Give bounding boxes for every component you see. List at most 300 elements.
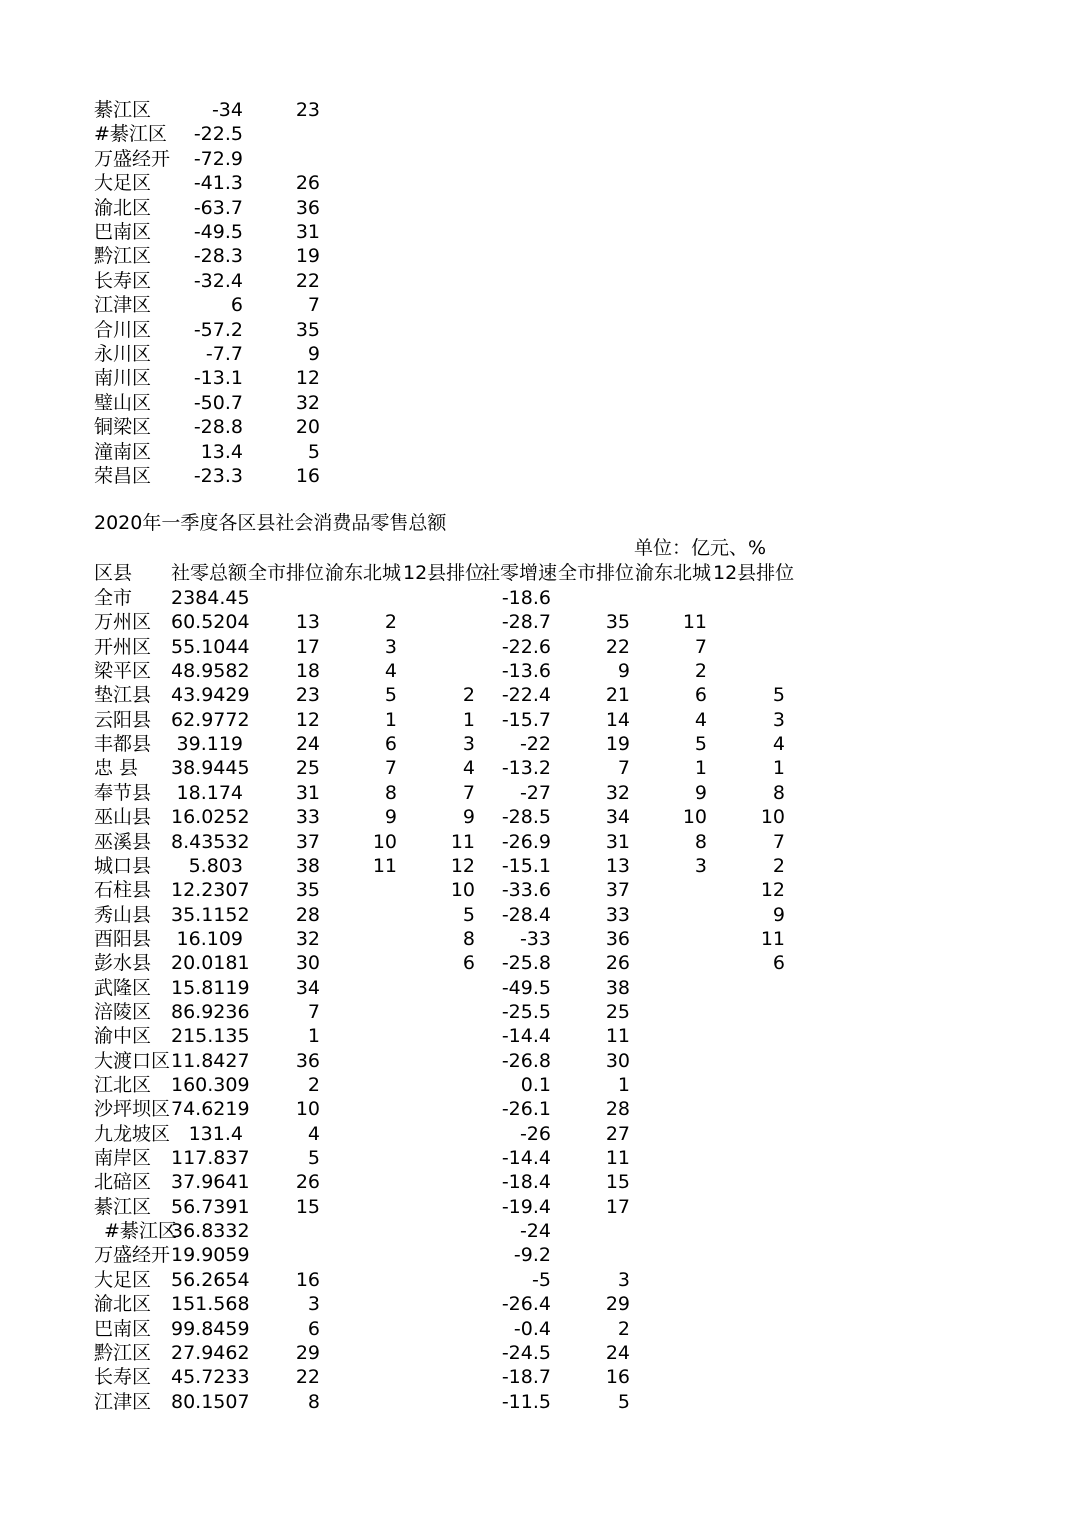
cell-total-sales: 12.2307 [171, 879, 250, 902]
cell-growth: -14.4 [501, 1147, 551, 1170]
cell-city-rank: 23 [295, 684, 320, 707]
table-title: 2020年一季度各区县社会消费品零售总额 [94, 512, 447, 534]
cell-district: 大渡口区 [94, 1049, 171, 1072]
cell-northeast-rank-growth: 6 [694, 684, 707, 707]
table-row [0, 464, 1074, 488]
cell-city-rank: 28 [295, 903, 320, 926]
cell-district: 石柱县 [94, 879, 152, 902]
cell-city-rank-growth [558, 1243, 630, 1267]
cell-12county-rank-growth [713, 1073, 785, 1097]
cell-12county-rank-growth: 5 [772, 684, 785, 707]
cell-12county-rank-growth [713, 610, 785, 634]
cell-northeast-rank-growth [635, 1146, 707, 1170]
cell-city-rank: 12 [295, 708, 320, 731]
table-row [0, 1024, 1074, 1048]
cell-total-sales: 20.0181 [171, 952, 250, 975]
cell-12county-rank-growth [713, 659, 785, 683]
cell-growth: -15.7 [501, 708, 551, 731]
cell-rank: 16 [295, 465, 320, 487]
cell-growth: -32.4 [193, 269, 243, 292]
cell-rank [248, 147, 320, 171]
cell-district: 铜梁区 [94, 416, 152, 439]
cell-growth: -22.6 [501, 635, 551, 658]
table-row [0, 1341, 1074, 1365]
cell-growth: -27 [519, 781, 551, 804]
cell-district: 万盛经开 [94, 1244, 171, 1267]
cell-growth: -13.2 [501, 757, 551, 780]
cell-total-sales: 151.568 [171, 1293, 250, 1316]
cell-northeast-rank-growth [635, 1268, 707, 1292]
cell-northeast-rank: 3 [384, 635, 397, 658]
cell-northeast-rank [325, 927, 397, 951]
cell-northeast-rank [325, 1073, 397, 1097]
cell-growth: -26.8 [501, 1049, 551, 1072]
header-12county-rank: 12县排位 [403, 562, 485, 584]
cell-district: 忠 县 [94, 757, 139, 780]
table-row [0, 1268, 1074, 1292]
cell-northeast-rank-growth: 9 [694, 781, 707, 804]
cell-northeast-rank [325, 1268, 397, 1292]
cell-total-sales: 117.837 [171, 1147, 250, 1170]
cell-growth: -33.6 [501, 879, 551, 902]
cell-total-sales: 55.1044 [171, 635, 250, 658]
cell-northeast-rank: 9 [384, 806, 397, 829]
cell-district: 黔江区 [94, 1341, 152, 1364]
cell-total-sales: 56.7391 [171, 1195, 250, 1218]
cell-city-rank-growth: 38 [605, 976, 630, 999]
cell-district: 大足区 [94, 172, 152, 195]
cell-12county-rank [403, 1024, 475, 1048]
cell-city-rank-growth: 2 [617, 1317, 630, 1340]
cell-growth: -34 [211, 99, 243, 121]
cell-district: 武隆区 [94, 976, 152, 999]
cell-total-sales: 35.1152 [171, 903, 250, 926]
cell-district: 渝北区 [94, 196, 152, 219]
cell-total-sales: 15.8119 [171, 976, 250, 999]
cell-city-rank-growth: 35 [605, 611, 630, 634]
cell-12county-rank [403, 610, 475, 634]
cell-city-rank: 4 [307, 1122, 320, 1145]
cell-city-rank: 1 [307, 1025, 320, 1048]
cell-city-rank-growth: 27 [605, 1122, 630, 1145]
table-row [0, 244, 1074, 268]
cell-growth: -15.1 [501, 854, 551, 877]
cell-district: 云阳县 [94, 708, 152, 731]
cell-northeast-rank-growth [635, 878, 707, 902]
cell-northeast-rank-growth [635, 1097, 707, 1121]
cell-northeast-rank-growth [635, 1000, 707, 1024]
cell-northeast-rank-growth [635, 1292, 707, 1316]
table-row [0, 1146, 1074, 1170]
cell-district: 北碚区 [94, 1171, 152, 1194]
cell-rank: 20 [295, 416, 320, 439]
cell-district: 渝中区 [94, 1025, 152, 1048]
cell-city-rank-growth: 21 [605, 684, 630, 707]
cell-total-sales: 48.9582 [171, 660, 250, 683]
cell-district: 长寿区 [94, 269, 152, 292]
cell-city-rank-growth: 26 [605, 952, 630, 975]
cell-12county-rank-growth [713, 1268, 785, 1292]
header-city-rank-growth: 全市排位 [558, 562, 635, 584]
table-row [0, 951, 1074, 975]
cell-12county-rank-growth [713, 1390, 785, 1414]
cell-district: 大足区 [94, 1268, 152, 1291]
cell-northeast-rank [325, 1219, 397, 1243]
table-row [0, 878, 1074, 902]
cell-total-sales: 39.119 [176, 733, 243, 756]
cell-growth: -14.4 [501, 1025, 551, 1048]
cell-12county-rank [403, 1000, 475, 1024]
cell-northeast-rank-growth [635, 586, 707, 610]
cell-district: 巴南区 [94, 1317, 152, 1340]
cell-district: 江津区 [94, 294, 152, 317]
table-row [0, 659, 1074, 683]
cell-12county-rank-growth [713, 1195, 785, 1219]
cell-northeast-rank: 7 [384, 757, 397, 780]
cell-district: 南川区 [94, 367, 152, 390]
cell-12county-rank [403, 1219, 475, 1243]
cell-total-sales: 16.0252 [171, 806, 250, 829]
cell-northeast-rank-growth [635, 1195, 707, 1219]
cell-growth: -25.8 [501, 952, 551, 975]
cell-12county-rank-growth [713, 1170, 785, 1194]
table-row [0, 1049, 1074, 1073]
cell-city-rank: 30 [295, 952, 320, 975]
cell-northeast-rank: 5 [384, 684, 397, 707]
cell-city-rank-growth: 37 [605, 879, 630, 902]
cell-12county-rank [403, 1073, 475, 1097]
cell-growth: -24 [519, 1220, 551, 1243]
cell-northeast-rank-growth [635, 1049, 707, 1073]
cell-northeast-rank-growth: 1 [694, 757, 707, 780]
cell-12county-rank [403, 1390, 475, 1414]
table-row [0, 854, 1074, 878]
cell-northeast-rank-growth: 2 [694, 660, 707, 683]
cell-12county-rank-growth: 10 [760, 806, 785, 829]
cell-northeast-rank-growth [635, 951, 707, 975]
table-row [0, 976, 1074, 1000]
cell-district: 彭水县 [94, 952, 152, 975]
cell-northeast-rank-growth [635, 1365, 707, 1389]
cell-growth: -22.4 [501, 684, 551, 707]
cell-12county-rank-growth: 12 [760, 879, 785, 902]
cell-rank: 32 [295, 391, 320, 414]
cell-city-rank-growth: 36 [605, 927, 630, 950]
cell-total-sales: 5.803 [188, 854, 243, 877]
cell-city-rank-growth: 24 [605, 1341, 630, 1364]
cell-city-rank-growth: 19 [605, 733, 630, 756]
table-row [0, 342, 1074, 366]
cell-total-sales: 56.2654 [171, 1268, 250, 1291]
cell-growth: -26 [519, 1122, 551, 1145]
cell-northeast-rank [325, 1365, 397, 1389]
table-row [0, 269, 1074, 293]
cell-total-sales: 45.7233 [171, 1366, 250, 1389]
cell-growth: -18.4 [501, 1171, 551, 1194]
cell-city-rank: 5 [307, 1147, 320, 1170]
cell-northeast-rank [325, 586, 397, 610]
cell-district: 江北区 [94, 1074, 152, 1096]
cell-growth: -33 [519, 927, 551, 950]
cell-northeast-rank: 8 [384, 781, 397, 804]
cell-northeast-rank-growth [635, 1024, 707, 1048]
header-district: 区县 [94, 562, 133, 584]
cell-northeast-rank-growth [635, 1317, 707, 1341]
cell-northeast-rank-growth [635, 927, 707, 951]
cell-northeast-rank-growth [635, 1219, 707, 1243]
cell-total-sales: 60.5204 [171, 611, 250, 634]
cell-city-rank-growth: 5 [617, 1390, 630, 1413]
table-row [0, 927, 1074, 951]
cell-12county-rank [403, 1317, 475, 1341]
table-row [0, 830, 1074, 854]
cell-total-sales: 131.4 [188, 1122, 243, 1145]
table-row [0, 415, 1074, 439]
cell-total-sales: 74.6219 [171, 1098, 250, 1121]
cell-city-rank-growth: 22 [605, 635, 630, 658]
cell-district: 黔江区 [94, 245, 152, 268]
cell-rank: 5 [307, 440, 320, 463]
cell-12county-rank-growth: 2 [772, 854, 785, 877]
cell-district: 沙坪坝区 [94, 1098, 171, 1121]
cell-12county-rank-growth [713, 976, 785, 1000]
cell-12county-rank-growth: 7 [772, 830, 785, 853]
cell-12county-rank-growth [713, 1219, 785, 1243]
cell-growth: -28.3 [193, 245, 243, 268]
cell-northeast-rank-growth: 8 [694, 830, 707, 853]
cell-city-rank-growth: 11 [605, 1025, 630, 1048]
cell-city-rank-growth: 17 [605, 1195, 630, 1218]
cell-12county-rank-growth [713, 1292, 785, 1316]
cell-rank: 7 [307, 294, 320, 317]
cell-12county-rank: 3 [462, 733, 475, 756]
cell-northeast-rank: 1 [384, 708, 397, 731]
cell-northeast-rank [325, 1146, 397, 1170]
table-row [0, 171, 1074, 195]
cell-12county-rank [403, 1049, 475, 1073]
cell-city-rank-growth: 15 [605, 1171, 630, 1194]
cell-growth: -26.4 [501, 1293, 551, 1316]
cell-district: 丰都县 [94, 733, 152, 756]
cell-12county-rank-growth [713, 635, 785, 659]
cell-northeast-rank [325, 1000, 397, 1024]
cell-growth: -49.5 [193, 221, 243, 243]
cell-city-rank-growth: 29 [605, 1293, 630, 1316]
cell-northeast-rank-growth [635, 976, 707, 1000]
table-row [0, 1317, 1074, 1341]
table-row [0, 903, 1074, 927]
cell-12county-rank [403, 1365, 475, 1389]
cell-12county-rank: 1 [462, 708, 475, 731]
cell-12county-rank [403, 1292, 475, 1316]
cell-city-rank-growth: 11 [605, 1147, 630, 1170]
cell-city-rank: 15 [295, 1195, 320, 1218]
cell-northeast-rank-growth: 4 [694, 708, 707, 731]
cell-city-rank: 34 [295, 976, 320, 999]
cell-12county-rank-growth: 9 [772, 903, 785, 926]
cell-city-rank-growth: 32 [605, 781, 630, 804]
cell-northeast-rank: 10 [372, 830, 397, 853]
cell-growth: -13.1 [193, 367, 243, 390]
cell-city-rank-growth: 34 [605, 806, 630, 829]
cell-growth: 6 [230, 294, 243, 317]
table-row [0, 220, 1074, 244]
cell-city-rank-growth: 28 [605, 1098, 630, 1121]
cell-northeast-rank-growth [635, 1341, 707, 1365]
table-row [0, 610, 1074, 634]
cell-district: 潼南区 [94, 440, 152, 463]
cell-city-rank-growth: 1 [617, 1074, 630, 1096]
cell-northeast-rank: 6 [384, 733, 397, 756]
cell-12county-rank: 6 [462, 952, 475, 975]
cell-northeast-rank-growth: 7 [694, 635, 707, 658]
table-row [0, 781, 1074, 805]
cell-city-rank: 38 [295, 854, 320, 877]
cell-district: 璧山区 [94, 391, 152, 414]
cell-rank: 19 [295, 245, 320, 268]
header-growth: 社零增速 [481, 562, 558, 584]
cell-growth: -18.6 [501, 587, 551, 609]
cell-northeast-rank [325, 1024, 397, 1048]
cell-total-sales: 18.174 [176, 781, 243, 804]
cell-growth: -5 [532, 1268, 551, 1291]
cell-growth: -13.6 [501, 660, 551, 683]
cell-growth: -28.7 [501, 611, 551, 634]
cell-12county-rank-growth: 4 [772, 733, 785, 756]
header-row [0, 561, 1074, 585]
table-row [0, 756, 1074, 780]
cell-growth: -57.2 [193, 318, 243, 341]
cell-district: 开州区 [94, 635, 152, 658]
cell-northeast-rank: 11 [372, 854, 397, 877]
cell-district: 梁平区 [94, 660, 152, 683]
cell-district: #綦江区 [104, 1220, 177, 1243]
table-row [0, 1122, 1074, 1146]
cell-city-rank: 35 [295, 879, 320, 902]
table-row [0, 1390, 1074, 1414]
header-northeast-rank-growth: 渝东北城 [635, 562, 712, 584]
table-row [0, 635, 1074, 659]
header-12county-rank-growth: 12县排位 [713, 562, 795, 584]
table-row [0, 1097, 1074, 1121]
cell-growth: -28.8 [193, 416, 243, 439]
table-row [0, 1243, 1074, 1267]
cell-total-sales: 27.9462 [171, 1341, 250, 1364]
cell-city-rank: 18 [295, 660, 320, 683]
cell-northeast-rank [325, 951, 397, 975]
cell-northeast-rank [325, 1243, 397, 1267]
table-row [0, 708, 1074, 732]
cell-city-rank-growth: 7 [617, 757, 630, 780]
cell-12county-rank-growth: 1 [772, 757, 785, 780]
cell-growth: -23.3 [193, 465, 243, 487]
cell-city-rank-growth: 14 [605, 708, 630, 731]
cell-district: 綦江区 [94, 99, 152, 121]
cell-growth: -18.7 [501, 1366, 551, 1389]
cell-rank: 9 [307, 343, 320, 365]
cell-total-sales: 160.309 [171, 1074, 250, 1096]
table-row [0, 122, 1074, 146]
cell-12county-rank-growth [713, 1122, 785, 1146]
cell-growth: -22 [519, 733, 551, 756]
cell-district: 涪陵区 [94, 1000, 152, 1023]
cell-12county-rank-growth: 6 [772, 952, 785, 975]
cell-12county-rank [403, 1268, 475, 1292]
cell-city-rank-growth [558, 1219, 630, 1243]
cell-12county-rank: 11 [450, 830, 475, 853]
cell-growth: -41.3 [193, 172, 243, 195]
cell-rank [248, 122, 320, 146]
cell-growth: -24.5 [501, 1341, 551, 1364]
cell-12county-rank [403, 1122, 475, 1146]
cell-city-rank: 3 [307, 1293, 320, 1316]
cell-northeast-rank-growth [635, 903, 707, 927]
table-row [0, 586, 1074, 610]
cell-total-sales: 2384.45 [171, 587, 250, 609]
table-row [0, 1073, 1074, 1097]
cell-12county-rank-growth [713, 1000, 785, 1024]
cell-northeast-rank [325, 1292, 397, 1316]
cell-northeast-rank [325, 1195, 397, 1219]
cell-northeast-rank [325, 1097, 397, 1121]
cell-rank: 26 [295, 172, 320, 195]
cell-city-rank: 13 [295, 611, 320, 634]
table-row [0, 1219, 1074, 1243]
table-row [0, 1292, 1074, 1316]
cell-district: 城口县 [94, 854, 152, 877]
cell-northeast-rank [325, 1317, 397, 1341]
cell-district: 南岸区 [94, 1147, 152, 1170]
cell-growth: -19.4 [501, 1195, 551, 1218]
cell-city-rank: 17 [295, 635, 320, 658]
cell-growth: -11.5 [501, 1390, 551, 1413]
cell-northeast-rank-growth: 3 [694, 854, 707, 877]
cell-northeast-rank-growth [635, 1122, 707, 1146]
cell-city-rank-growth: 30 [605, 1049, 630, 1072]
cell-growth: -26.1 [501, 1098, 551, 1121]
cell-total-sales: 19.9059 [171, 1244, 250, 1267]
cell-12county-rank-growth [713, 1317, 785, 1341]
cell-city-rank [248, 586, 320, 610]
cell-city-rank: 36 [295, 1049, 320, 1072]
cell-city-rank: 16 [295, 1268, 320, 1291]
cell-rank: 36 [295, 196, 320, 219]
cell-total-sales: 80.1507 [171, 1390, 250, 1413]
cell-growth: -0.4 [513, 1317, 551, 1340]
cell-12county-rank [403, 1195, 475, 1219]
cell-growth: -22.5 [193, 123, 243, 146]
cell-northeast-rank [325, 903, 397, 927]
cell-rank: 12 [295, 367, 320, 390]
cell-growth: -72.9 [193, 147, 243, 170]
cell-district: 巫山县 [94, 806, 152, 829]
cell-total-sales: 11.8427 [171, 1049, 250, 1072]
cell-northeast-rank: 4 [384, 660, 397, 683]
cell-12county-rank-growth [713, 1365, 785, 1389]
cell-northeast-rank-growth: 5 [694, 733, 707, 756]
cell-total-sales: 99.8459 [171, 1317, 250, 1340]
cell-12county-rank-growth [713, 1097, 785, 1121]
cell-city-rank: 2 [307, 1074, 320, 1096]
cell-city-rank [248, 1243, 320, 1267]
cell-12county-rank-growth [713, 1049, 785, 1073]
cell-12county-rank-growth [713, 1146, 785, 1170]
cell-growth: -9.2 [513, 1244, 551, 1267]
cell-district: 巫溪县 [94, 830, 152, 853]
cell-northeast-rank [325, 976, 397, 1000]
cell-growth: 0.1 [520, 1074, 551, 1096]
cell-city-rank: 6 [307, 1317, 320, 1340]
